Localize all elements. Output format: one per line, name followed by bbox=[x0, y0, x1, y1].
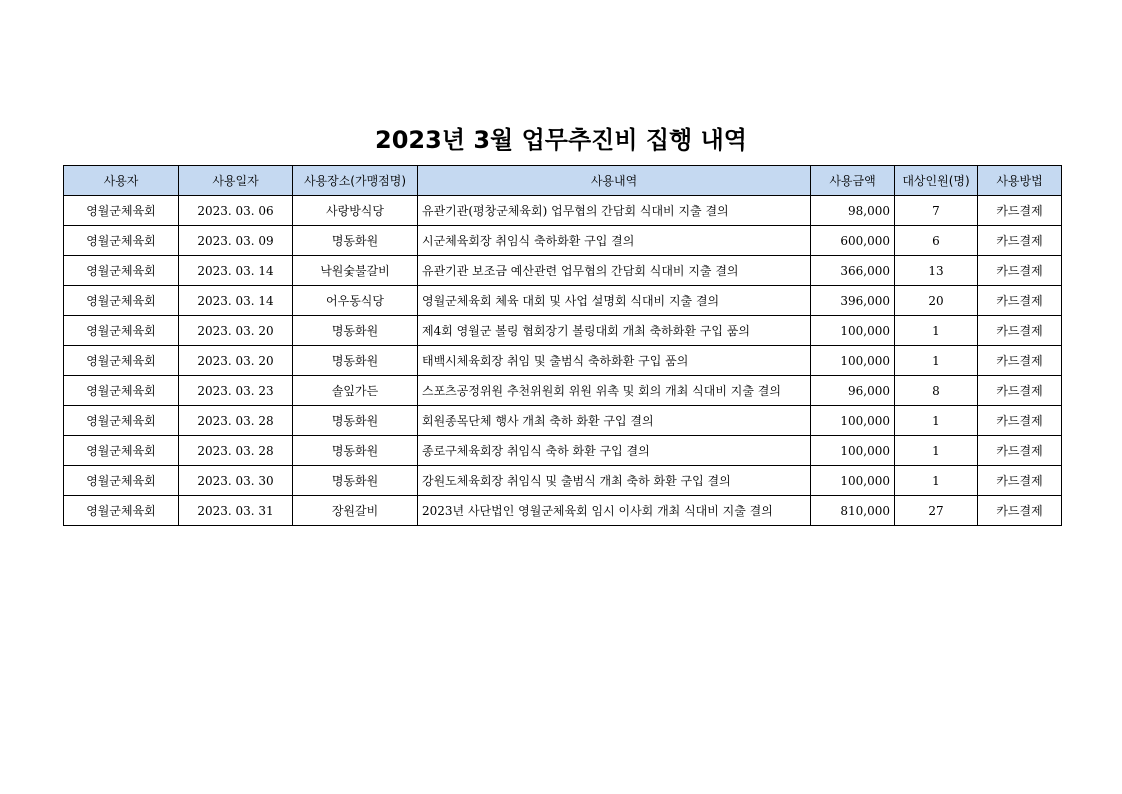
expense-table bbox=[63, 165, 1062, 526]
cell-amount: 396,000 bbox=[811, 286, 895, 316]
header-people: 대상인원(명) bbox=[895, 166, 978, 196]
cell-method: 카드결제 bbox=[978, 436, 1062, 466]
cell-amount: 100,000 bbox=[811, 436, 895, 466]
header-amount: 사용금액 bbox=[811, 166, 895, 196]
table-row bbox=[64, 346, 1062, 376]
table-row bbox=[64, 466, 1062, 496]
table-row bbox=[64, 316, 1062, 346]
cell-amount: 100,000 bbox=[811, 316, 895, 346]
cell-amount: 366,000 bbox=[811, 256, 895, 286]
header-date: 사용일자 bbox=[179, 166, 293, 196]
cell-date: 2023. 03. 14 bbox=[179, 286, 293, 316]
cell-people: 27 bbox=[895, 496, 978, 526]
cell-description: 제4회 영월군 볼링 협회장기 볼링대회 개최 축하화환 구입 품의 bbox=[418, 316, 811, 346]
cell-date: 2023. 03. 30 bbox=[179, 466, 293, 496]
cell-place: 장원갈비 bbox=[293, 496, 418, 526]
cell-amount: 100,000 bbox=[811, 466, 895, 496]
cell-description: 2023년 사단법인 영월군체육회 임시 이사회 개최 식대비 지출 결의 bbox=[418, 496, 811, 526]
cell-user: 영월군체육회 bbox=[64, 196, 179, 226]
table-row bbox=[64, 376, 1062, 406]
cell-date: 2023. 03. 09 bbox=[179, 226, 293, 256]
cell-description: 시군체육회장 취임식 축하화환 구입 결의 bbox=[418, 226, 811, 256]
cell-user: 영월군체육회 bbox=[64, 466, 179, 496]
cell-amount: 100,000 bbox=[811, 346, 895, 376]
cell-amount: 600,000 bbox=[811, 226, 895, 256]
header-user: 사용자 bbox=[64, 166, 179, 196]
table-header-row bbox=[64, 166, 1062, 196]
cell-date: 2023. 03. 14 bbox=[179, 256, 293, 286]
cell-user: 영월군체육회 bbox=[64, 286, 179, 316]
cell-description: 스포츠공정위원 추천위원회 위원 위촉 및 회의 개최 식대비 지출 결의 bbox=[418, 376, 811, 406]
cell-place: 명동화원 bbox=[293, 226, 418, 256]
cell-place: 낙원숯불갈비 bbox=[293, 256, 418, 286]
table-row bbox=[64, 226, 1062, 256]
cell-user: 영월군체육회 bbox=[64, 346, 179, 376]
cell-place: 명동화원 bbox=[293, 316, 418, 346]
cell-place: 어우동식당 bbox=[293, 286, 418, 316]
cell-user: 영월군체육회 bbox=[64, 406, 179, 436]
cell-people: 1 bbox=[895, 346, 978, 376]
cell-method: 카드결제 bbox=[978, 406, 1062, 436]
cell-place: 사랑방식당 bbox=[293, 196, 418, 226]
cell-description: 태백시체육회장 취임 및 출범식 축하화환 구입 품의 bbox=[418, 346, 811, 376]
table-row bbox=[64, 406, 1062, 436]
cell-people: 8 bbox=[895, 376, 978, 406]
cell-people: 20 bbox=[895, 286, 978, 316]
cell-user: 영월군체육회 bbox=[64, 316, 179, 346]
cell-method: 카드결제 bbox=[978, 256, 1062, 286]
cell-method: 카드결제 bbox=[978, 226, 1062, 256]
header-place: 사용장소(가맹점명) bbox=[293, 166, 418, 196]
cell-description: 강원도체육회장 취임식 및 출범식 개최 축하 화환 구입 결의 bbox=[418, 466, 811, 496]
table-row bbox=[64, 496, 1062, 526]
table-row bbox=[64, 436, 1062, 466]
cell-method: 카드결제 bbox=[978, 376, 1062, 406]
cell-date: 2023. 03. 23 bbox=[179, 376, 293, 406]
cell-date: 2023. 03. 28 bbox=[179, 436, 293, 466]
cell-place: 명동화원 bbox=[293, 436, 418, 466]
cell-people: 1 bbox=[895, 406, 978, 436]
cell-place: 솔잎가든 bbox=[293, 376, 418, 406]
cell-description: 유관기관(평창군체육회) 업무협의 간담회 식대비 지출 결의 bbox=[418, 196, 811, 226]
header-description: 사용내역 bbox=[418, 166, 811, 196]
cell-place: 명동화원 bbox=[293, 346, 418, 376]
cell-method: 카드결제 bbox=[978, 496, 1062, 526]
cell-amount: 810,000 bbox=[811, 496, 895, 526]
cell-user: 영월군체육회 bbox=[64, 496, 179, 526]
cell-description: 회원종목단체 행사 개최 축하 화환 구입 결의 bbox=[418, 406, 811, 436]
table-row bbox=[64, 256, 1062, 286]
cell-method: 카드결제 bbox=[978, 316, 1062, 346]
cell-description: 유관기관 보조금 예산관련 업무협의 간담회 식대비 지출 결의 bbox=[418, 256, 811, 286]
cell-amount: 98,000 bbox=[811, 196, 895, 226]
cell-amount: 100,000 bbox=[811, 406, 895, 436]
table-row bbox=[64, 196, 1062, 226]
cell-date: 2023. 03. 06 bbox=[179, 196, 293, 226]
cell-date: 2023. 03. 31 bbox=[179, 496, 293, 526]
table-row bbox=[64, 286, 1062, 316]
cell-place: 명동화원 bbox=[293, 466, 418, 496]
page-title: 2023년 3월 업무추진비 집행 내역 bbox=[375, 126, 747, 154]
cell-date: 2023. 03. 20 bbox=[179, 346, 293, 376]
cell-user: 영월군체육회 bbox=[64, 376, 179, 406]
cell-people: 7 bbox=[895, 196, 978, 226]
cell-people: 6 bbox=[895, 226, 978, 256]
cell-people: 1 bbox=[895, 316, 978, 346]
cell-description: 종로구체육회장 취임식 축하 화환 구입 결의 bbox=[418, 436, 811, 466]
cell-people: 13 bbox=[895, 256, 978, 286]
cell-amount: 96,000 bbox=[811, 376, 895, 406]
cell-date: 2023. 03. 28 bbox=[179, 406, 293, 436]
cell-people: 1 bbox=[895, 466, 978, 496]
cell-people: 1 bbox=[895, 436, 978, 466]
cell-place: 명동화원 bbox=[293, 406, 418, 436]
cell-method: 카드결제 bbox=[978, 286, 1062, 316]
cell-description: 영월군체육회 체육 대회 및 사업 설명회 식대비 지출 결의 bbox=[418, 286, 811, 316]
cell-user: 영월군체육회 bbox=[64, 256, 179, 286]
cell-method: 카드결제 bbox=[978, 466, 1062, 496]
cell-method: 카드결제 bbox=[978, 346, 1062, 376]
cell-date: 2023. 03. 20 bbox=[179, 316, 293, 346]
cell-user: 영월군체육회 bbox=[64, 226, 179, 256]
cell-method: 카드결제 bbox=[978, 196, 1062, 226]
header-method: 사용방법 bbox=[978, 166, 1062, 196]
cell-user: 영월군체육회 bbox=[64, 436, 179, 466]
